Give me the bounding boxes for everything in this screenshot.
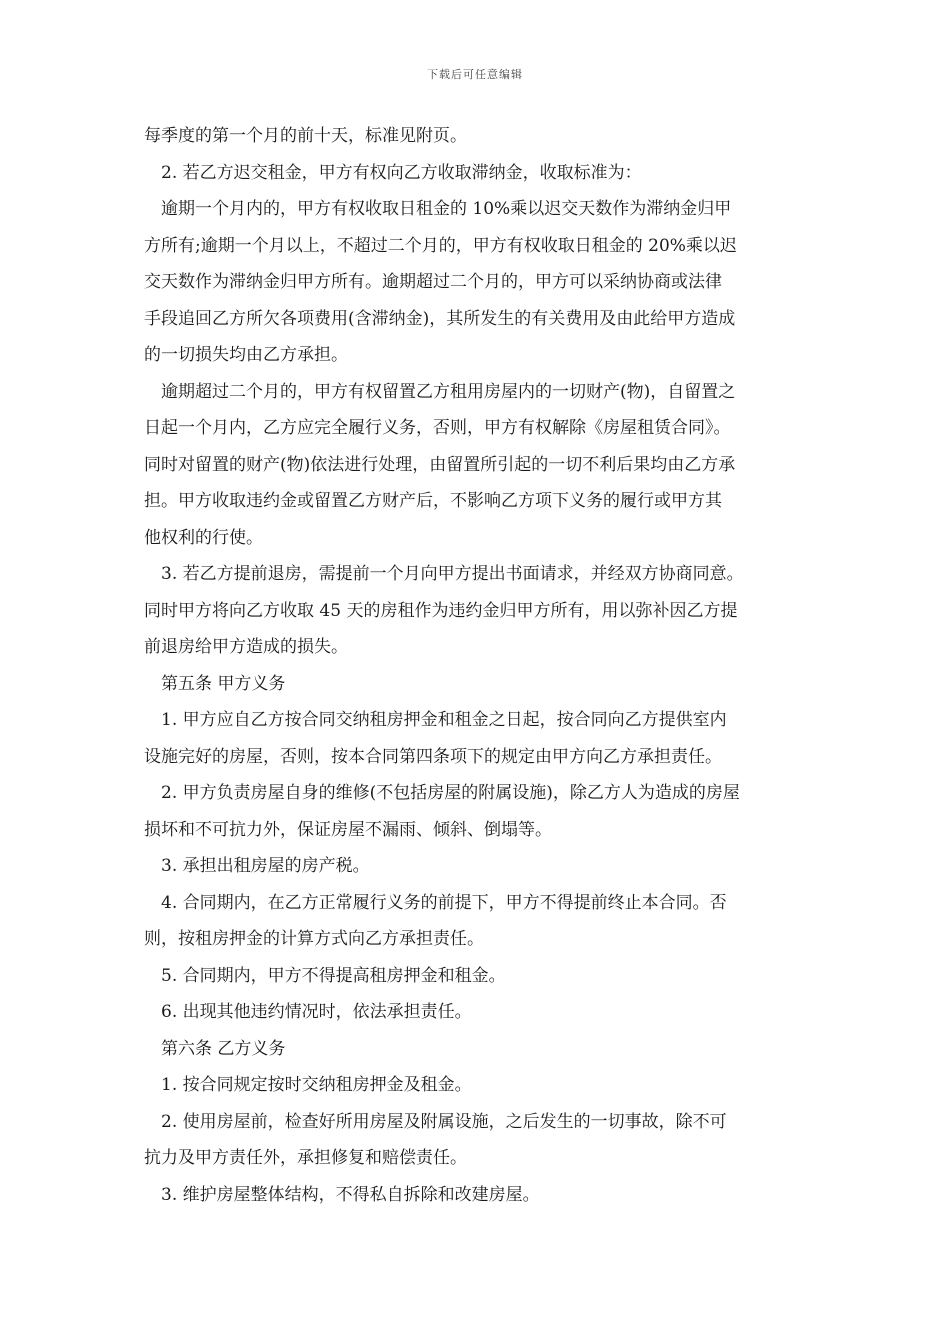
- text-line: 的一切损失均由乙方承担。: [144, 345, 348, 365]
- text-line: 担。甲方收取违约金或留置乙方财产后，不影响乙方项下义务的履行或甲方其: [144, 491, 722, 511]
- text-line: 2. 若乙方迟交租金，甲方有权向乙方收取滞纳金，收取标准为：: [161, 162, 642, 183]
- text-line: 日起一个月内，乙方应完全履行义务，否则，甲方有权解除《房屋租赁合同》。: [144, 418, 731, 438]
- text-line: 逾期一个月内的，甲方有权收取日租金的 10%乘以迟交天数作为滞纳金归甲: [161, 199, 732, 219]
- text-line: 3. 若乙方提前退房，需提前一个月向甲方提出书面请求，并经双方协商同意。: [161, 564, 744, 584]
- text-line: 1. 甲方应自乙方按合同交纳租房押金和租金之日起，按合同向乙方提供室内: [161, 710, 727, 730]
- document-body: [144, 118, 812, 1213]
- text-line: 他权利的行使。: [144, 527, 263, 548]
- text-line: 交天数作为滞纳金归甲方所有。逾期超过二个月的，甲方可以采纳协商或法律: [144, 272, 722, 292]
- text-line: 抗力及甲方责任外，承担修复和赔偿责任。: [144, 1148, 467, 1168]
- text-line: 3. 承担出租房屋的房产税。: [161, 856, 370, 876]
- text-line: 同时对留置的财产(物)依法进行处理，由留置所引起的一切不利后果均由乙方承: [144, 454, 736, 475]
- text-line: 第五条 甲方义务: [161, 673, 286, 694]
- text-line: 前退房给甲方造成的损失。: [144, 637, 348, 657]
- text-line: 损坏和不可抗力外，保证房屋不漏雨、倾斜、倒塌等。: [144, 819, 552, 840]
- text-line: 设施完好的房屋，否则，按本合同第四条项下的规定由甲方向乙方承担责任。: [144, 746, 722, 767]
- text-line: 2. 使用房屋前，检查好所用房屋及附属设施，之后发生的一切事故，除不可: [161, 1111, 727, 1132]
- text-line: 手段追回乙方所欠各项费用(含滞纳金)，其所发生的有关费用及由此给甲方造成: [144, 308, 736, 329]
- text-line: 第六条 乙方义务: [161, 1038, 286, 1059]
- text-line: 4. 合同期内，在乙方正常履行义务的前提下，甲方不得提前终止本合同。否: [161, 892, 727, 913]
- page-header-note: 下载后可任意编辑: [427, 68, 523, 81]
- text-line: 则，按租房押金的计算方式向乙方承担责任。: [144, 929, 484, 949]
- text-line: 方所有;逾期一个月以上，不超过二个月的，甲方有权收取日租金的 20%乘以迟: [144, 235, 737, 256]
- text-line: 5. 合同期内，甲方不得提高租房押金和租金。: [161, 965, 506, 986]
- text-line: 6. 出现其他违约情况时，依法承担责任。: [161, 1002, 472, 1022]
- text-line: 每季度的第一个月的前十天，标准见附页。: [144, 126, 467, 146]
- text-line: 2. 甲方负责房屋自身的维修(不包括房屋的附属设施)，除乙方人为造成的房屋: [161, 783, 740, 803]
- text-line: 同时甲方将向乙方收取 45 天的房租作为违约金归甲方所有，用以弥补因乙方提: [144, 600, 738, 621]
- text-line: 逾期超过二个月的，甲方有权留置乙方租用房屋内的一切财产(物)，自留置之: [161, 381, 736, 402]
- text-line: 1. 按合同规定按时交纳租房押金及租金。: [161, 1075, 472, 1095]
- text-line: 3. 维护房屋整体结构，不得私自拆除和改建房屋。: [161, 1184, 540, 1205]
